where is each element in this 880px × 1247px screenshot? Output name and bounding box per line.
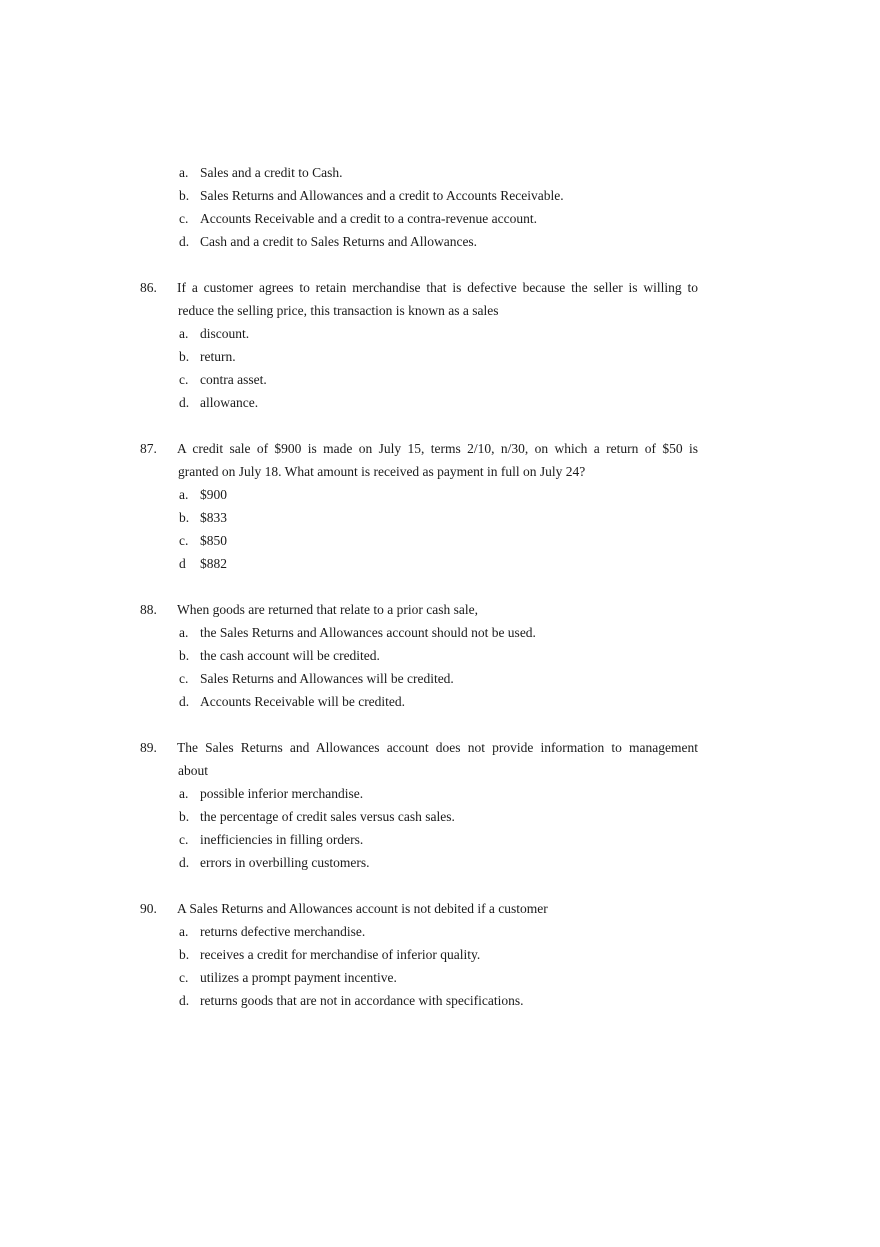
option-c bbox=[0, 368, 880, 391]
option-letter: a. bbox=[179, 487, 189, 502]
option-text: Cash and a credit to Sales Returns and Allowances. bbox=[200, 234, 478, 249]
question-text-line-1: If a customer agrees to retain merchandise that is defective because the seller is willing to bbox=[177, 280, 698, 295]
question-text-line-1: A Sales Returns and Allowances account is not debited if a customer bbox=[177, 901, 548, 916]
option-text: utilizes a prompt payment incentive. bbox=[200, 970, 397, 985]
option-text: returns defective merchandise. bbox=[200, 924, 366, 939]
option-letter: b. bbox=[179, 947, 190, 962]
question-text-line-1: The Sales Returns and Allowances account does not provide information to management bbox=[177, 740, 698, 755]
option-d bbox=[0, 391, 880, 414]
option-c bbox=[0, 667, 880, 690]
option-letter: b. bbox=[179, 809, 190, 824]
option-letter: c. bbox=[179, 211, 189, 226]
option-a bbox=[0, 483, 880, 506]
option-a bbox=[0, 782, 880, 805]
option-text: contra asset. bbox=[200, 372, 267, 387]
option-text: errors in overbilling customers. bbox=[200, 855, 370, 870]
question-number: 89. bbox=[140, 740, 157, 755]
option-letter: a. bbox=[179, 326, 189, 341]
question-90 bbox=[0, 897, 880, 1012]
option-letter: c. bbox=[179, 671, 189, 686]
question-text-line-1: A credit sale of $900 is made on July 15, terms 2/10, n/30, on which a return of $50 is bbox=[177, 441, 698, 456]
option-c bbox=[0, 529, 880, 552]
option-letter: d. bbox=[179, 855, 190, 870]
option-letter: a. bbox=[179, 924, 189, 939]
option-c bbox=[0, 966, 880, 989]
option-d bbox=[0, 552, 880, 575]
option-text: Accounts Receivable and a credit to a contra-revenue account. bbox=[200, 211, 537, 226]
option-b bbox=[0, 345, 880, 368]
option-text: $850 bbox=[200, 533, 227, 548]
option-letter: c. bbox=[179, 832, 189, 847]
option-text: receives a credit for merchandise of inferior quality. bbox=[200, 947, 481, 962]
option-a bbox=[0, 920, 880, 943]
option-text: Sales Returns and Allowances and a credit to Accounts Receivable. bbox=[200, 188, 564, 203]
option-a bbox=[0, 621, 880, 644]
option-text: the Sales Returns and Allowances account should not be used. bbox=[200, 625, 536, 640]
option-letter: b. bbox=[179, 648, 190, 663]
option-d bbox=[0, 690, 880, 713]
option-a bbox=[0, 322, 880, 345]
option-text: allowance. bbox=[200, 395, 259, 410]
question-text-line-2: granted on July 18. What amount is received as payment in full on July 24? bbox=[178, 464, 586, 479]
option-b bbox=[0, 805, 880, 828]
option-letter: c. bbox=[179, 372, 189, 387]
option-text: return. bbox=[200, 349, 236, 364]
question-text-line-1: When goods are returned that relate to a prior cash sale, bbox=[177, 602, 478, 617]
option-text: Accounts Receivable will be credited. bbox=[200, 694, 406, 709]
option-letter: b. bbox=[179, 349, 190, 364]
option-letter: d. bbox=[179, 234, 190, 249]
question-number: 86. bbox=[140, 280, 157, 295]
option-letter: b. bbox=[179, 510, 190, 525]
option-text: possible inferior merchandise. bbox=[200, 786, 364, 801]
option-text: inefficiencies in filling orders. bbox=[200, 832, 364, 847]
option-b bbox=[0, 644, 880, 667]
option-c bbox=[0, 828, 880, 851]
question-number: 88. bbox=[140, 602, 157, 617]
question-87 bbox=[0, 437, 880, 575]
option-letter: c. bbox=[179, 970, 189, 985]
option-letter: d. bbox=[179, 694, 190, 709]
option-text: Sales and a credit to Cash. bbox=[200, 165, 343, 180]
option-letter: a. bbox=[179, 625, 189, 640]
option-letter: b. bbox=[179, 188, 190, 203]
option-text: discount. bbox=[200, 326, 250, 341]
question-text-line-2: about bbox=[178, 763, 208, 778]
option-b bbox=[0, 506, 880, 529]
option-letter: d bbox=[179, 556, 186, 571]
option-letter: d. bbox=[179, 395, 190, 410]
option-text: returns goods that are not in accordance with specifications. bbox=[200, 993, 524, 1008]
option-letter: d. bbox=[179, 993, 190, 1008]
option-text: $882 bbox=[200, 556, 227, 571]
option-b bbox=[0, 943, 880, 966]
option-text: the percentage of credit sales versus cash sales. bbox=[200, 809, 455, 824]
question-86 bbox=[0, 276, 880, 414]
option-text: Sales Returns and Allowances will be credited. bbox=[200, 671, 454, 686]
option-letter: c. bbox=[179, 533, 189, 548]
question-number: 90. bbox=[140, 901, 157, 916]
question-text-line-2: reduce the selling price, this transaction is known as a sales bbox=[178, 303, 499, 318]
option-letter: a. bbox=[179, 165, 189, 180]
option-d bbox=[0, 989, 880, 1012]
question-number: 87. bbox=[140, 441, 157, 456]
option-text: the cash account will be credited. bbox=[200, 648, 380, 663]
option-d bbox=[0, 851, 880, 874]
option-text: $833 bbox=[200, 510, 227, 525]
option-letter: a. bbox=[179, 786, 189, 801]
question-88 bbox=[0, 598, 880, 713]
question-89 bbox=[0, 736, 880, 874]
option-text: $900 bbox=[200, 487, 227, 502]
